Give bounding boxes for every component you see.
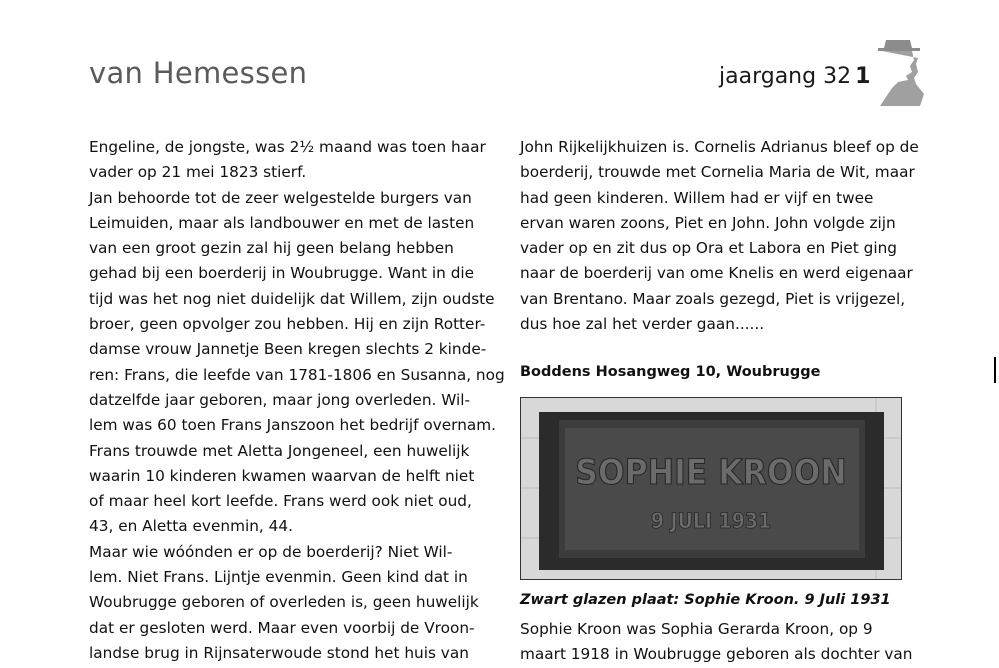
text-line: Sophie Kroon was Sophia Gerarda Kroon, op 9: [520, 620, 873, 638]
page-header-volume: [719, 64, 870, 89]
text-line: ren: Frans, die leefde van 1781-1806 en Susanna, nog: [89, 365, 505, 384]
text-line: boerderij, trouwde met Cornelia Maria de Wit, maar: [520, 163, 915, 182]
text-line: vader op 21 mei 1823 stierf.: [89, 163, 307, 182]
text-line: Engeline, de jongste, was 2½ maand was toen haar: [89, 138, 486, 156]
text-line: lem was 60 toen Frans Janszoon het bedrijf overnam.: [89, 416, 497, 435]
text-line: ervan waren zoons, Piet en John. John volgde zijn: [520, 213, 896, 232]
plaque-photo: [520, 397, 902, 580]
text-line: maart 1918 in Woubrugge geboren als dochter van: [520, 645, 913, 664]
text-line: Frans trouwde met Aletta Jongeneel, een huwelijk: [89, 441, 470, 460]
section-heading: Boddens Hosangweg 10, Woubrugge: [520, 364, 821, 380]
hat-man-silhouette-icon: [868, 18, 928, 106]
left-text-column: [89, 135, 505, 666]
plaque-name: SOPHIE KROON: [575, 453, 847, 493]
text-cursor: [994, 357, 996, 383]
text-line: van een groot gezin zal hij geen belang hebben: [89, 239, 454, 258]
text-line: damse vrouw Jannetje Been kregen slechts 2 kinde-: [89, 340, 487, 359]
text-line: datzelfde jaar geboren, maar jong overleden. Wil-: [89, 390, 471, 409]
text-line: Leimuiden, maar als landbouwer en met de lasten: [89, 213, 475, 232]
text-line: had geen kinderen. Willem had er vijf en twee: [520, 188, 874, 207]
text-line: Maar wie wóónden er op de boerderij? Niet Wil-: [89, 542, 453, 561]
text-line: gehad bij een boerderij in Woubrugge. Want in die: [89, 264, 475, 283]
photo-caption: Zwart glazen plaat: Sophie Kroon. 9 Juli 1931: [520, 592, 891, 608]
text-line: vader op en zit dus op Ora et Labora en Piet ging: [520, 239, 897, 258]
volume-label: jaargang 32: [719, 64, 852, 89]
right-text-column: [520, 135, 920, 337]
text-line: waarin 10 kinderen kwamen waarvan de helft niet: [89, 466, 475, 485]
text-line: naar de boerderij van ome Knelis en werd eigenaar: [520, 264, 913, 283]
text-line: John Rijkelijkhuizen is. Cornelis Adrianus bleef op de: [520, 138, 919, 156]
text-line: tijd was het nog niet duidelijk dat Willem, zijn oudste: [89, 289, 495, 308]
text-line: dat er gesloten werd. Maar even voorbij de Vroon-: [89, 618, 475, 637]
text-line: lem. Niet Frans. Lijntje evenmin. Geen kind dat in: [89, 568, 468, 587]
text-line: Woubrugge geboren of overleden is, geen huwelijk: [89, 593, 479, 612]
text-line: van Brentano. Maar zoals gezegd, Piet is vrijgezel,: [520, 289, 906, 308]
text-line: dus hoe zal het verder gaan......: [520, 315, 765, 334]
plaque-date: 9 JULI 1931: [650, 509, 772, 533]
page-header-title: van Hemessen: [89, 56, 308, 90]
text-line: 43, en Aletta evenmin, 44.: [89, 517, 293, 536]
right-column-continuation: [520, 617, 913, 668]
text-line: of maar heel kort leefde. Frans werd ook niet oud,: [89, 492, 472, 511]
text-line: Jan behoorde tot de zeer welgestelde burgers van: [89, 188, 472, 207]
page-number: 1: [855, 64, 871, 89]
text-line: landse brug in Rijnsaterwoude stond het huis van: [89, 643, 469, 662]
text-line: broer, geen opvolger zou hebben. Hij en zijn Rotter-: [89, 315, 486, 334]
